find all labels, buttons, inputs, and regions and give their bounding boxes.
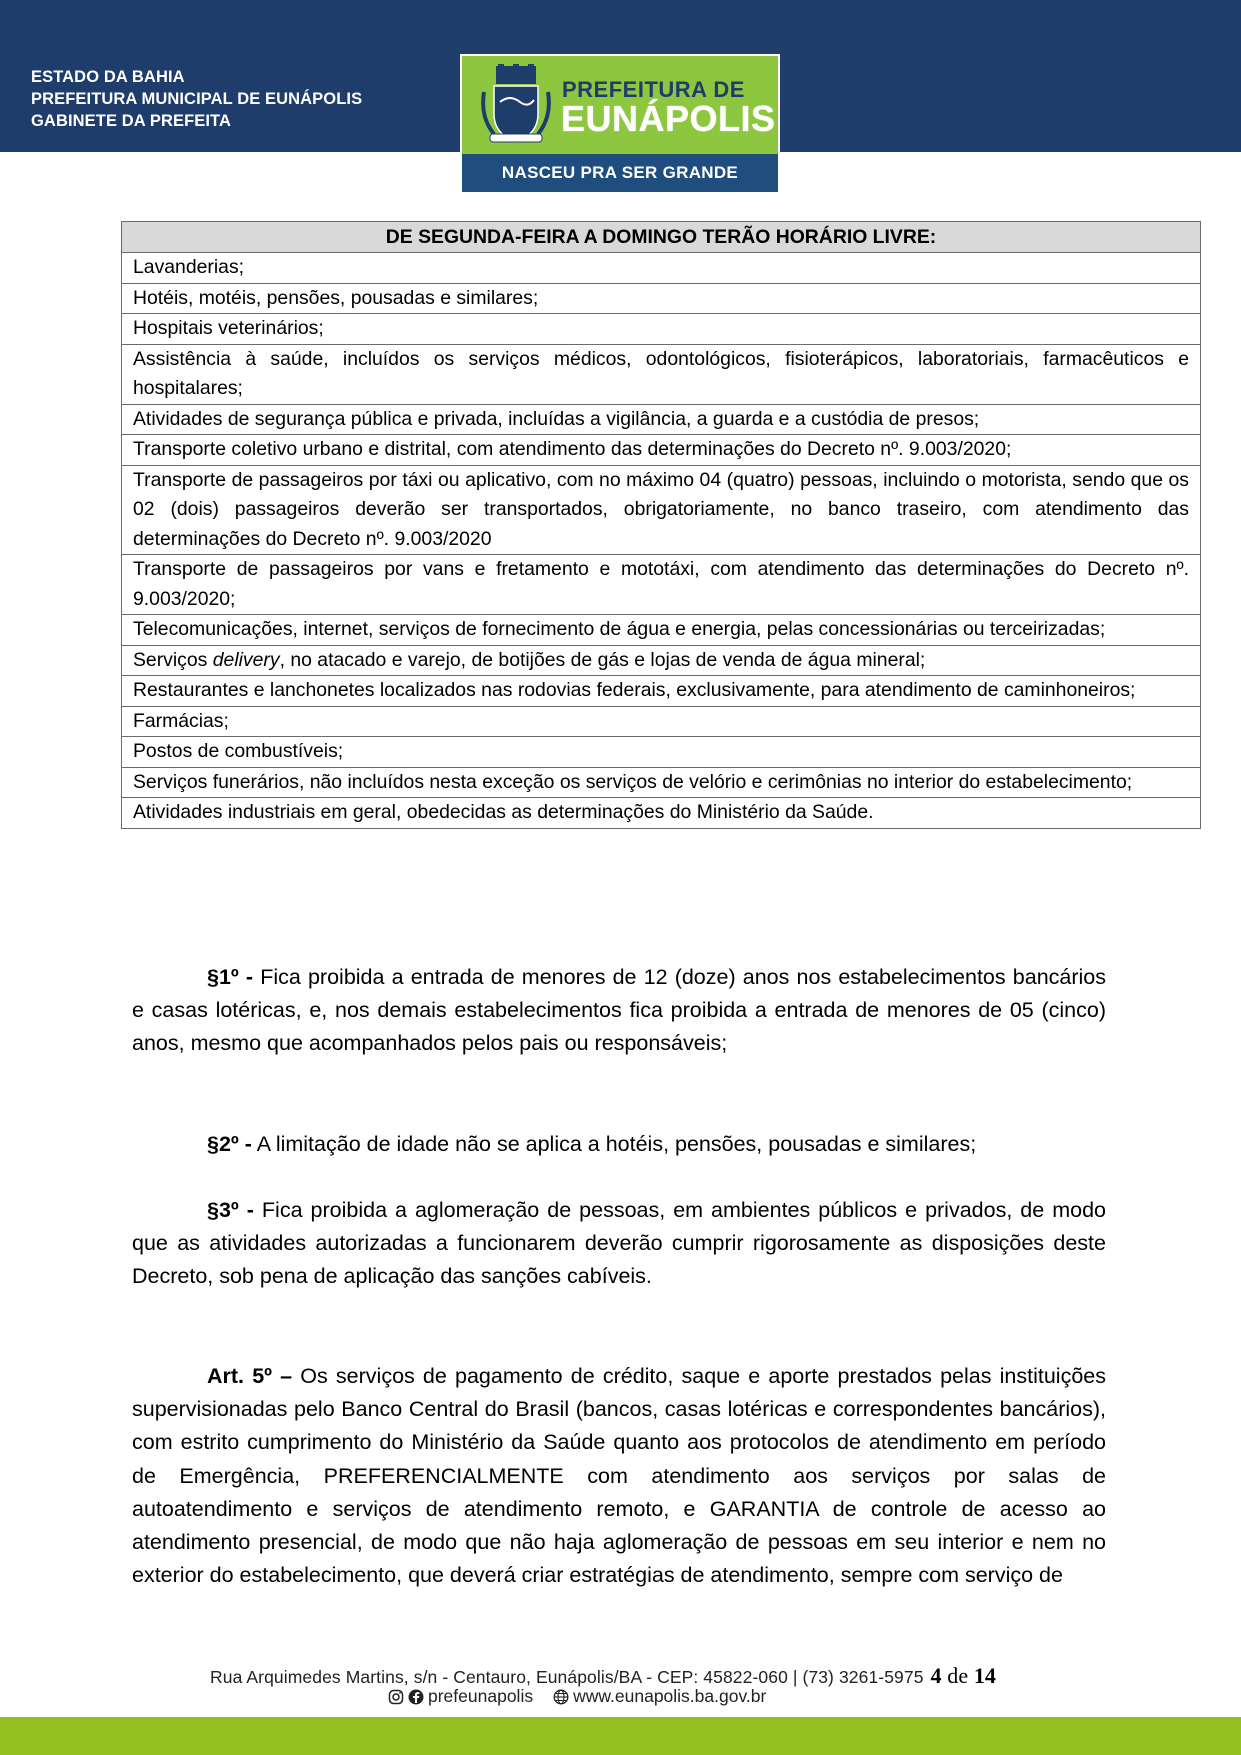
paragraph-3: §3º - Fica proibida a aglomeração de pessoas, em ambientes públicos e privados, de modo que as atividades autorizadas a funcionarem deverão cumprir rigorosamente as disposições deste Decreto, sob pena de aplicação das sanções cabíveis. [132,1198,1106,1289]
table-row [122,283,1201,314]
table-cell: Serviços funerários, não incluídos nesta exceção os serviços de velório e cerimônias no interior do estabelecimento; [122,767,1201,798]
table-cell: Hospitais veterinários; [122,314,1201,345]
table-cell: Restaurantes e lanchonetes localizados nas rodovias federais, exclusivamente, para atendimento de caminhoneiros; [122,676,1201,707]
table-cell: Atividades industriais em geral, obedecidas as determinações do Ministério da Saúde. [122,798,1201,829]
social-handle[interactable]: prefeunapolis [428,1686,534,1706]
website-link[interactable]: www.eunapolis.ba.gov.br [573,1686,767,1706]
page-number: 4 de 14 [930,1663,997,1688]
table-row [122,435,1201,466]
delivery-emphasis: delivery [212,648,280,671]
logo-title: PREFEITURA DE [562,77,745,102]
paragraph-label: §3º - [207,1198,254,1222]
footer-address: Rua Arquimedes Martins, s/n - Centauro, Eunápolis/BA - CEP: 45822-060 | (73) 3261-5975 [210,1667,924,1687]
header-state: ESTADO DA BAHIA [31,68,185,86]
table-row [122,767,1201,798]
table-row [122,465,1201,555]
paragraph-2: §2º - A limitação de idade não se aplica a hotéis, pensões, pousadas e similares; [207,1132,977,1156]
table-row [122,253,1201,284]
free-hours-table [121,221,1201,829]
table-cell: Hotéis, motéis, pensões, pousadas e similares; [122,283,1201,314]
facebook-icon [408,1689,424,1705]
article-5: Art. 5º – Os serviços de pagamento de crédito, saque e aporte prestados pelas instituições supervisionadas pelo Banco Central do Brasil (bancos, casas lotéricas e correspondentes bancários), com estrito cumprimento do Ministério da Saúde quanto aos protocolos de atendimento em período de Emergência, PREFERENCIALMENTE com atendimento aos serviços por salas de autoatendimento e serviços de atendimento remoto, e GARANTIA de controle de acesso ao atendimento presencial, de modo que não haja aglomeração de pessoas em seu interior e nem no exterior do estabelecimento, que deverá criar estratégias de atendimento, sempre com serviço de [132,1364,1106,1588]
paragraph-1: §1º - Fica proibida a entrada de menores de 12 (doze) anos nos estabelecimentos bancários e casas lotéricas, e, nos demais estabelecimentos fica proibida a entrada de menores de 05 (cinco) anos, mesmo que acompanhados pelos pais ou responsáveis; [132,965,1107,1056]
table-row [122,676,1201,707]
table-cell: Assistência à saúde, incluídos os serviços médicos, odontológicos, fisioterápicos, laboratoriais, farmacêuticos e hospitalares; [122,344,1201,404]
table-cell: Lavanderias; [122,253,1201,284]
table-row [122,314,1201,345]
table-row [122,737,1201,768]
coat-of-arms-icon [476,62,556,152]
prefecture-logo [462,56,778,192]
header-cabinet: GABINETE DA PREFEITA [31,112,232,130]
logo-city: EUNÁPOLIS [561,98,776,139]
paragraph-label: §1º - [207,965,254,989]
footer-social [388,1686,766,1707]
table-row [122,555,1201,615]
table-cell: Serviços delivery, no atacado e varejo, de botijões de gás e lojas de venda de água mineral; [122,645,1201,676]
header-prefecture: PREFEITURA MUNICIPAL DE EUNÁPOLIS [31,90,363,108]
instagram-icon [388,1689,404,1705]
header-institution [31,66,362,132]
table-row [122,798,1201,829]
article-label: Art. 5º – [207,1364,293,1388]
globe-icon [553,1689,569,1705]
table-row [122,615,1201,646]
table-cell: Transporte coletivo urbano e distrital, com atendimento das determinações do Decreto nº. 9.003/2020; [122,435,1201,466]
table-cell: Telecomunicações, internet, serviços de fornecimento de água e energia, pelas concessionárias ou terceirizadas; [122,615,1201,646]
table-cell: Transporte de passageiros por vans e fretamento e mototáxi, com atendimento das determinações do Decreto nº. 9.003/2020; [122,555,1201,615]
table-row [122,645,1201,676]
table-heading: DE SEGUNDA-FEIRA A DOMINGO TERÃO HORÁRIO LIVRE: [122,222,1201,253]
footer-green-band [0,1717,1241,1755]
table-row [122,706,1201,737]
table-cell: Atividades de segurança pública e privada, incluídas a vigilância, a guarda e a custódia de presos; [122,404,1201,435]
table-cell: Farmácias; [122,706,1201,737]
table-row [122,404,1201,435]
table-cell: Transporte de passageiros por táxi ou aplicativo, com no máximo 04 (quatro) pessoas, incluindo o motorista, sendo que os 02 (dois) passageiros deverão ser transportados, obrigatoriamente, no banco traseiro, com atendimento das determinações do Decreto nº. 9.003/2020 [122,465,1201,555]
paragraph-label: §2º - [207,1132,252,1156]
table-cell: Postos de combustíveis; [122,737,1201,768]
table-row [122,344,1201,404]
logo-slogan: NASCEU PRA SER GRANDE [462,154,778,192]
